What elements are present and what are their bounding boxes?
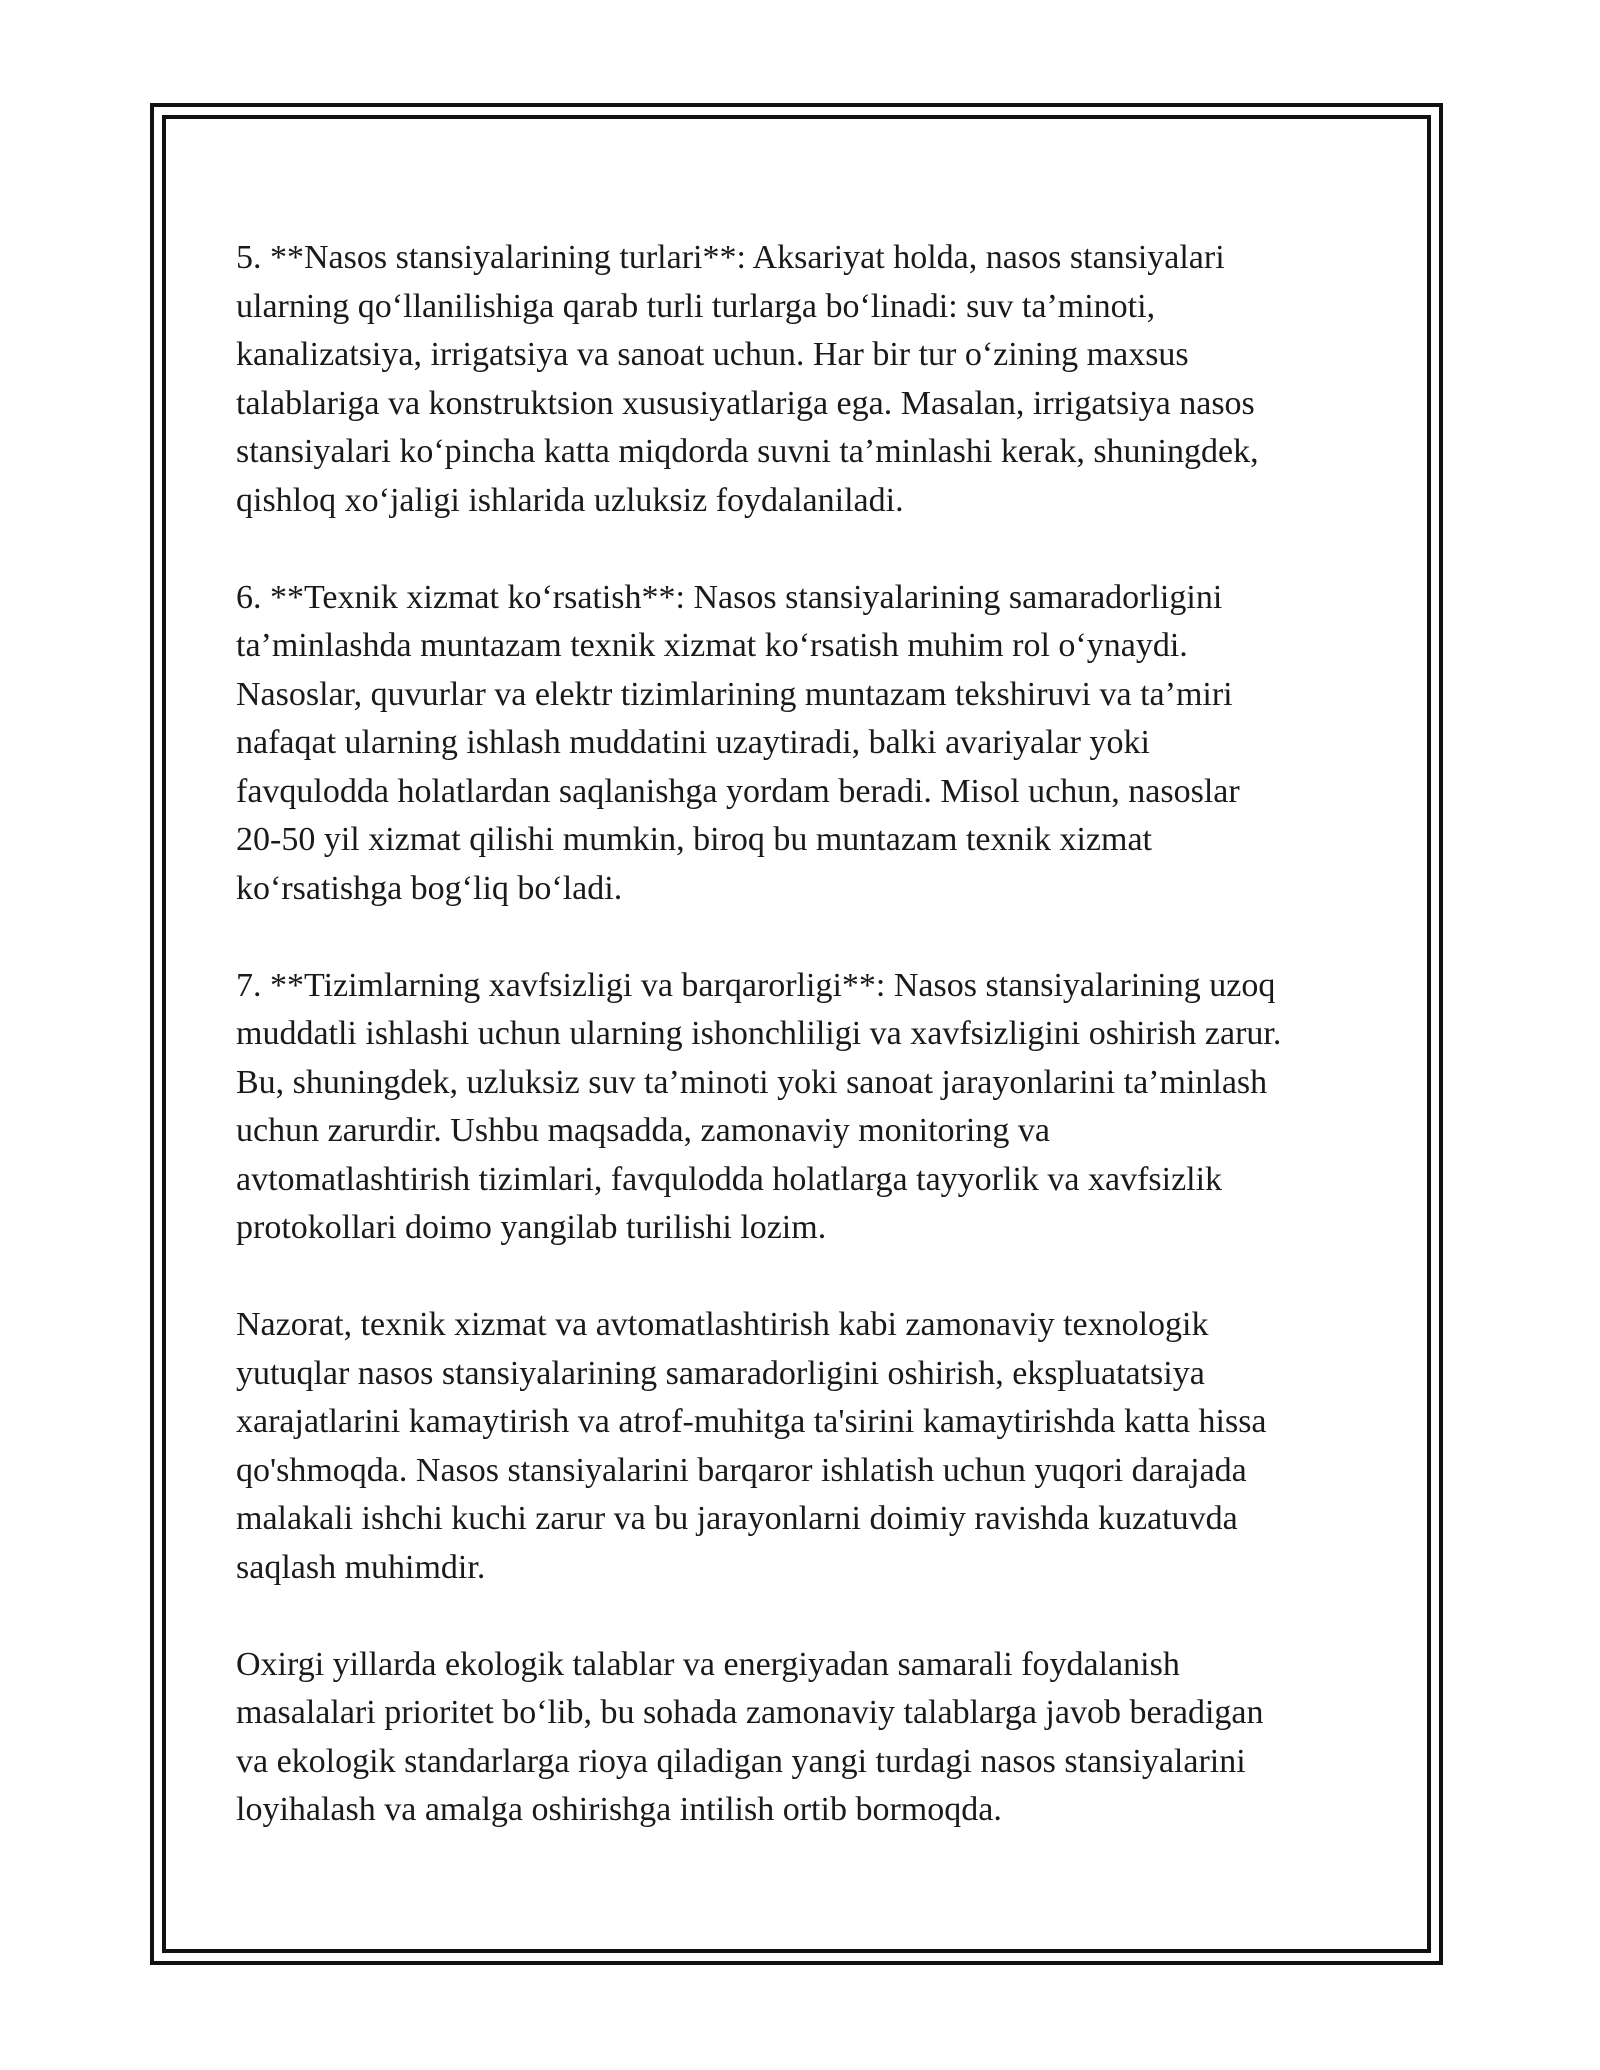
text-line: qishloq xo‘jaligi ishlarida uzluksiz foydalaniladi. xyxy=(236,481,904,519)
text-line: stansiyalari ko‘pincha katta miqdorda suvni ta’minlashi kerak, shuningdek, xyxy=(236,433,1259,470)
text-line: malakali ishchi kuchi zarur va bu jarayonlarni doimiy ravishda kuzatuvda xyxy=(236,1500,1238,1537)
text-line: ta’minlashda muntazam texnik xizmat ko‘rsatish muhim rol o‘ynaydi. xyxy=(236,627,1188,664)
paragraph-pump-station-types xyxy=(236,234,1376,525)
text-line: 6. **Texnik xizmat ko‘rsatish**: Nasos stansiyalarining samaradorligini xyxy=(236,578,1223,616)
text-line: uchun zarurdir. Ushbu maqsadda, zamonaviy monitoring va xyxy=(236,1112,1050,1149)
text-line: muddatli ishlashi uchun ularning ishonchliligi va xavfsizligini oshirish zarur. xyxy=(236,1015,1282,1052)
text-line: Nazorat, texnik xizmat va avtomatlashtirish kabi zamonaviy texnologik xyxy=(236,1306,1209,1343)
paragraph-maintenance xyxy=(236,574,1376,914)
paragraph-ecological-requirements xyxy=(236,1641,1376,1835)
paragraph-safety-stability xyxy=(236,962,1376,1253)
text-line: va ekologik standarlarga rioya qiladigan yangi turdagi nasos stansiyalarini xyxy=(236,1742,1246,1780)
text-line: favqulodda holatlardan saqlanishga yordam beradi. Misol uchun, nasoslar xyxy=(236,772,1240,810)
text-line: saqlash muhimdir. xyxy=(236,1548,486,1586)
text-line: 20-50 yil xizmat qilishi mumkin, biroq bu muntazam texnik xizmat xyxy=(236,821,1152,858)
document-body xyxy=(236,234,1376,1883)
text-line: avtomatlashtirish tizimlari, favqulodda holatlarga tayyorlik va xavfsizlik xyxy=(236,1160,1223,1198)
text-line: protokollari doimo yangilab turilishi lozim. xyxy=(236,1209,827,1246)
text-line: ularning qo‘llanilishiga qarab turli turlarga bo‘linadi: suv ta’minoti, xyxy=(236,287,1156,325)
text-line: loyihalash va amalga oshirishga intilish ortib bormoqda. xyxy=(236,1791,1002,1828)
text-line: 7. **Tizimlarning xavfsizligi va barqarorligi**: Nasos stansiyalarining uzoq xyxy=(236,966,1276,1004)
text-line: masalalari prioritet bo‘lib, bu sohada zamonaviy talablarga javob beradigan xyxy=(236,1694,1264,1731)
text-line: nafaqat ularning ishlash muddatini uzaytiradi, balki avariyalar yoki xyxy=(236,724,1150,761)
text-line: Oxirgi yillarda ekologik talablar va energiyadan samarali foydalanish xyxy=(236,1645,1180,1683)
paragraph-technology-advances xyxy=(236,1301,1376,1592)
text-line: Nasoslar, quvurlar va elektr tizimlarining muntazam tekshiruvi va ta’miri xyxy=(236,675,1233,713)
text-line: Bu, shuningdek, uzluksiz suv ta’minoti yoki sanoat jarayonlarini ta’minlash xyxy=(236,1063,1268,1101)
text-line: xarajatlarini kamaytirish va atrof-muhitga ta'sirini kamaytirishda katta hissa xyxy=(236,1403,1267,1440)
text-line: kanalizatsiya, irrigatsiya va sanoat uchun. Har bir tur o‘zining maxsus xyxy=(236,336,1189,373)
text-line: qo'shmoqda. Nasos stansiyalarini barqaror ishlatish uchun yuqori darajada xyxy=(236,1451,1247,1489)
text-line: yutuqlar nasos stansiyalarining samaradorligini oshirish, ekspluatatsiya xyxy=(236,1354,1205,1392)
text-line: 5. **Nasos stansiyalarining turlari**: Aksariyat holda, nasos stansiyalari xyxy=(236,239,1225,276)
text-line: talablariga va konstruktsion xususiyatlariga ega. Masalan, irrigatsiya nasos xyxy=(236,384,1255,422)
text-line: ko‘rsatishga bog‘liq bo‘ladi. xyxy=(236,869,623,907)
